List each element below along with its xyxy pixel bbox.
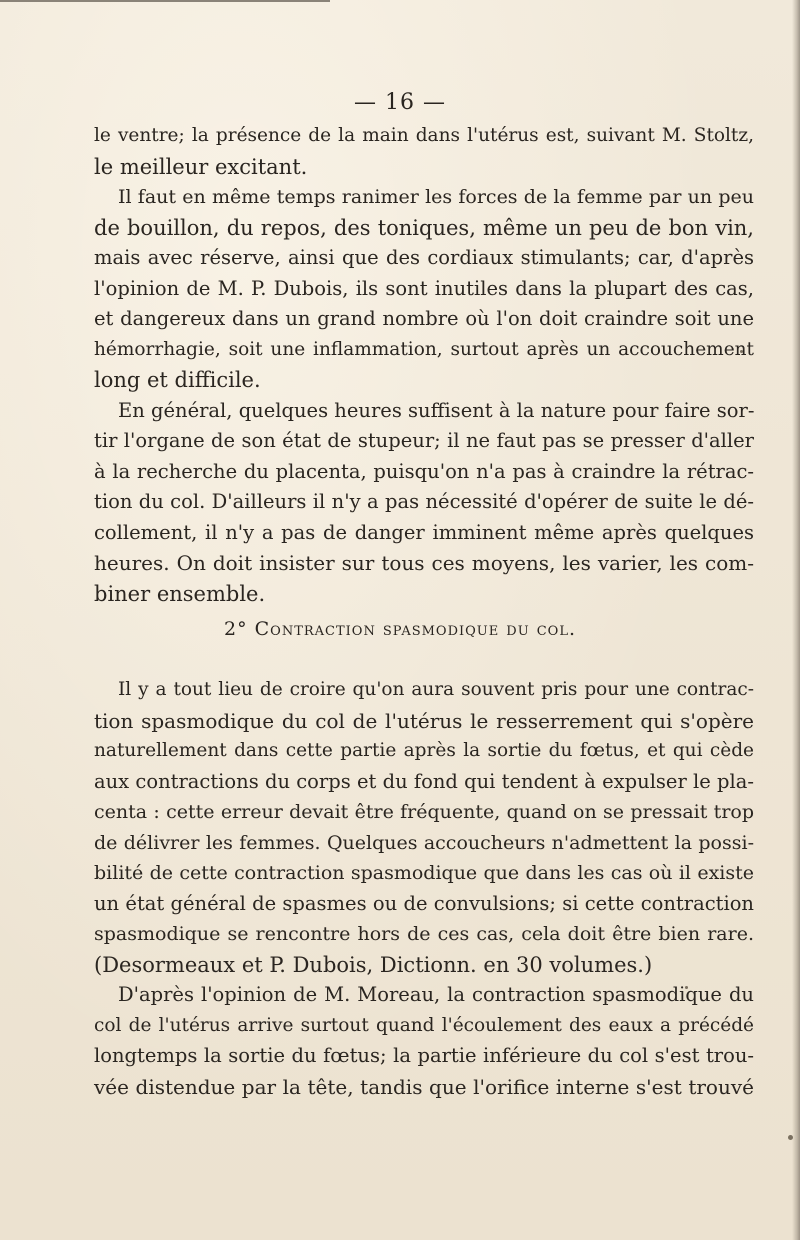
section-number: 2°: [223, 618, 248, 640]
text-line: aux contractions du corps et du fond qui tendent à expulser le pla-: [94, 769, 754, 793]
section-heading: [0, 618, 800, 640]
text-line: vée distendue par la tête, tandis que l'orifice interne s'est trouvé: [94, 1074, 754, 1099]
text-line: collement, il n'y a pas de danger imminent même après quelques: [94, 520, 754, 544]
text-line: mais avec réserve, ainsi que des cordiaux stimulants; car, d'après: [94, 246, 754, 269]
text-line: de bouillon, du repos, des toniques, même un peu de bon vin,: [94, 215, 754, 240]
text-line: tir l'organe de son état de stupeur; il ne faut pas se presser d'aller: [94, 429, 754, 452]
page-number: — 16 —: [354, 90, 446, 115]
text-line: Il faut en même temps ranimer les forces de la femme par un peu: [118, 186, 754, 208]
text-line: long et difficile.: [94, 368, 261, 392]
text-line: D'après l'opinion de M. Moreau, la contraction spasmodique du: [118, 983, 754, 1006]
text-line: un état général de spasmes ou de convulsions; si cette contraction: [94, 891, 754, 915]
text-line: à la recherche du placenta, puisqu'on n'a pas à craindre la rétrac-: [94, 459, 754, 483]
text-line: En général, quelques heures suffisent à la nature pour faire sor-: [118, 398, 755, 422]
text-line: le meilleur excitant.: [94, 154, 308, 179]
text-line: biner ensemble.: [94, 581, 266, 606]
text-line: l'opinion de M. P. Dubois, ils sont inutiles dans la plupart des cas,: [94, 276, 754, 300]
text-line: Il y a tout lieu de croire qu'on aura souvent pris pour une contrac-: [118, 679, 754, 700]
text-line: naturellement dans cette partie après la sortie du fœtus, et qui cède: [94, 740, 754, 761]
text-line: et dangereux dans un grand nombre où l'on doit craindre soit une: [94, 307, 754, 330]
text-line: longtemps la sortie du fœtus; la partie inférieure du col s'est trou-: [94, 1044, 754, 1067]
text-line: de délivrer les femmes. Quelques accoucheurs n'admettent la possi-: [94, 831, 754, 854]
paper-speck: [788, 1135, 793, 1140]
text-line: col de l'utérus arrive surtout quand l'écoulement des eaux a précédé: [94, 1014, 754, 1036]
text-line: spasmodique se rencontre hors de ces cas, cela doit être bien rare.: [94, 923, 754, 945]
paragraph-block-1: [94, 121, 754, 609]
text-line: heures. On doit insister sur tous ces moyens, les varier, les com-: [94, 551, 754, 575]
text-line: centa : cette erreur devait être fréquente, quand on se pressait trop: [94, 801, 754, 823]
text-line: bilité de cette contraction spasmodique que dans les cas où il existe: [94, 862, 754, 884]
text-line: hémorrhagie, soit une inflammation, surtout après un accouchement: [94, 338, 754, 360]
text-line: tion du col. D'ailleurs il n'y a pas nécessité d'opérer de suite le dé-: [94, 490, 754, 513]
text-line: (Desormeaux et P. Dubois, Dictionn. en 30 volumes.): [94, 952, 653, 977]
page-top-edge: [0, 0, 330, 2]
text-line: tion spasmodique du col de l'utérus le resserrement qui s'opère: [94, 708, 754, 733]
text-line: le ventre; la présence de la main dans l'utérus est, suivant M. Stoltz,: [94, 125, 754, 146]
paragraph-block-2: [94, 675, 754, 1102]
section-title: Contraction spasmodique du col.: [254, 618, 576, 640]
